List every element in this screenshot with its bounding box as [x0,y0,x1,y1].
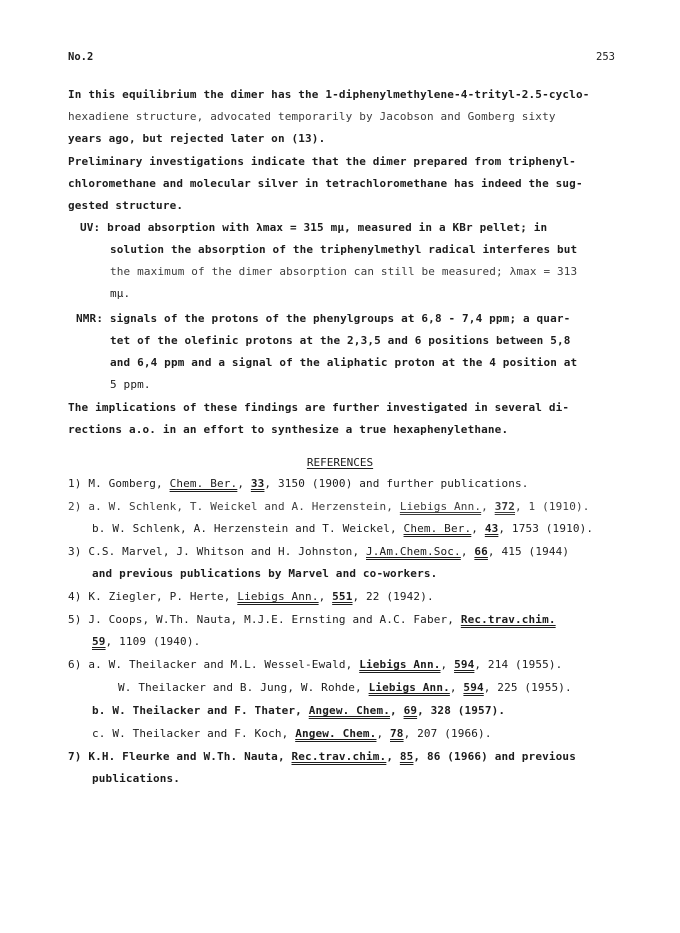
paragraph-line: years ago, but rejected later on (13). [68,132,326,145]
uv-line: UV: broad absorption with λmax = 315 mμ, measured in a KBr pellet; in [80,221,548,234]
journal-issue: No.2 [68,51,94,63]
reference-entry: 4) K. Ziegler, P. Herte, Liebigs Ann., 551, 22 (1942). [68,590,434,603]
reference-entry: b. W. Theilacker and F. Thater, Angew. Chem., 69, 328 (1957). [92,704,506,717]
journal-name: Chem. Ber. [169,477,238,490]
volume-number: 594 [463,681,484,694]
nmr-line: 5 ppm. [110,378,151,391]
reference-continuation: and previous publications by Marvel and co-workers. [92,567,438,580]
paragraph-line: In this equilibrium the dimer has the 1-diphenylmethylene-4-trityl-2.5-cyclo- [68,88,590,101]
volume-number: 594 [454,658,475,671]
reference-continuation: publications. [92,772,181,785]
journal-name: Angew. Chem. [308,704,391,717]
reference-entry: 7) K.H. Fleurke and W.Th. Nauta, Rec.trav.chim., 85, 86 (1966) and previous [68,750,576,763]
journal-name: Rec.trav.chim. [460,613,556,626]
nmr-line: NMR: signals of the protons of the phenylgroups at 6,8 - 7,4 ppm; a quar- [76,312,571,325]
journal-name: Liebigs Ann. [237,590,319,603]
reference-entry: 3) C.S. Marvel, J. Whitson and H. Johnston, J.Am.Chem.Soc., 66, 415 (1944) [68,545,570,558]
volume-number: 85 [399,750,414,763]
paragraph-line: chloromethane and molecular silver in tetrachloromethane has indeed the sug- [68,177,583,190]
journal-name: Rec.trav.chim. [291,750,387,763]
reference-entry: 2) a. W. Schlenk, T. Weickel and A. Herzenstein, Liebigs Ann., 372, 1 (1910). [68,500,590,513]
volume-number: 78 [390,727,404,740]
volume-number: 59 [92,635,106,648]
uv-line: mμ. [110,287,131,300]
journal-name: Liebigs Ann. [399,500,482,513]
reference-entry: b. W. Schlenk, A. Herzenstein and T. Weickel, Chem. Ber., 43, 1753 (1910). [92,522,594,535]
volume-number: 372 [494,500,516,513]
journal-name: Angew. Chem. [295,727,377,740]
reference-entry: c. W. Theilacker and F. Koch, Angew. Chem., 78, 207 (1966). [92,727,492,740]
reference-entry: 1) M. Gomberg, Chem. Ber., 33, 3150 (1900) and further publications. [68,477,529,490]
reference-entry: W. Theilacker and B. Jung, W. Rohde, Liebigs Ann., 594, 225 (1955). [118,681,572,694]
volume-number: 551 [332,590,353,603]
paragraph-line: The implications of these findings are further investigated in several di- [68,401,570,414]
uv-line: the maximum of the dimer absorption can still be measured; λmax = 313 [110,265,578,278]
reference-continuation: 59, 1109 (1940). [92,635,201,648]
page-number: 253 [596,51,615,63]
journal-name: Liebigs Ann. [359,658,441,671]
nmr-line: and 6,4 ppm and a signal of the aliphatic proton at the 4 position at [110,356,578,369]
paragraph-line: gested structure. [68,199,184,212]
paragraph-line: Preliminary investigations indicate that the dimer prepared from triphenyl- [68,155,576,168]
volume-number: 66 [474,545,488,558]
references-heading: REFERENCES [306,456,374,469]
journal-name: J.Am.Chem.Soc. [366,545,461,558]
paragraph-line: hexadiene structure, advocated temporarily by Jacobson and Gomberg sixty [68,110,556,123]
volume-number: 69 [403,704,418,717]
reference-entry: 5) J. Coops, W.Th. Nauta, M.J.E. Ernsting and A.C. Faber, Rec.trav.chim. [68,613,556,626]
paragraph-line: rections a.o. in an effort to synthesize a true hexaphenylethane. [68,423,509,436]
uv-line: solution the absorption of the triphenylmethyl radical interferes but [110,243,578,256]
journal-name: Chem. Ber. [403,522,472,535]
journal-name: Liebigs Ann. [368,681,450,694]
nmr-line: tet of the olefinic protons at the 2,3,5 and 6 positions between 5,8 [110,334,571,347]
volume-number: 43 [484,522,499,535]
volume-number: 33 [250,477,265,490]
reference-entry: 6) a. W. Theilacker and M.L. Wessel-Ewald, Liebigs Ann., 594, 214 (1955). [68,658,563,671]
